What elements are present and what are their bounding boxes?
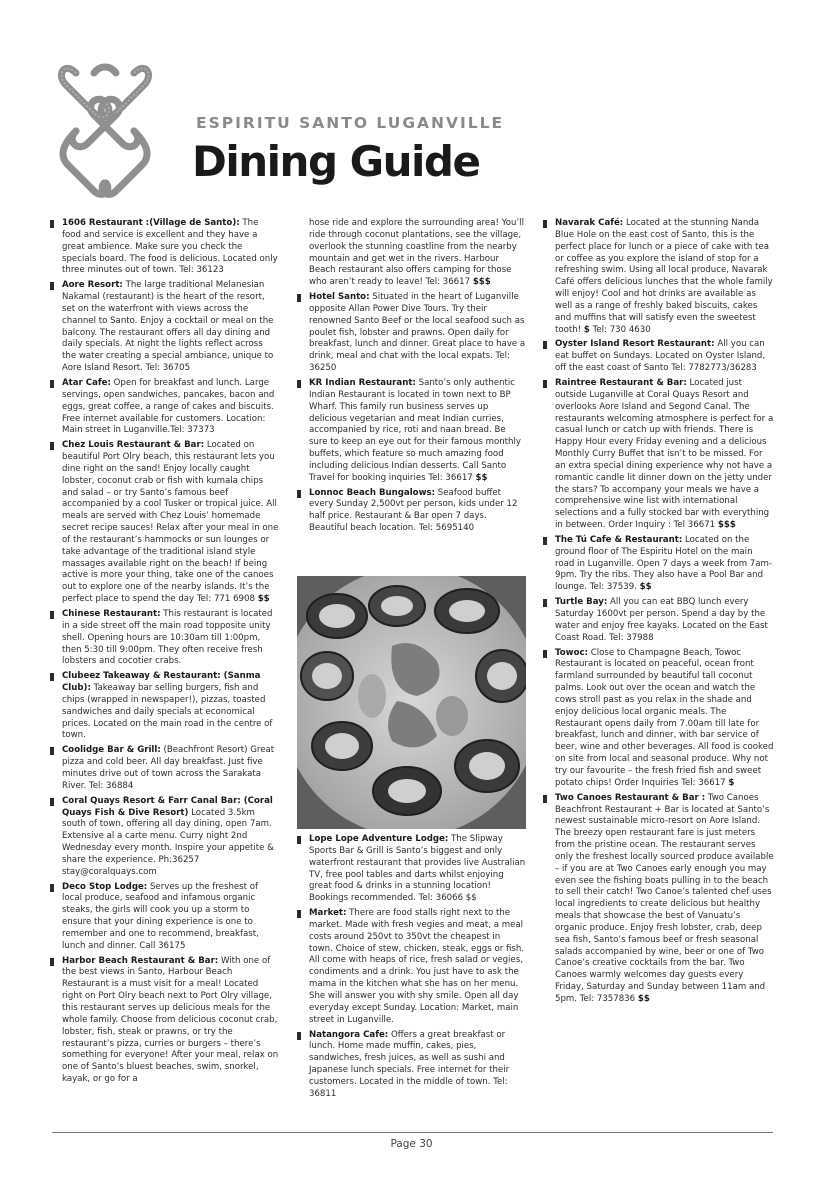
listing-text: Close to Champagne Beach, Towoc Restaurant is located on peaceful, ocean front farmland surrounded by beautiful tall coconut palms. Look out over the ocean and watch the cows stroll past as you relax in the shade and enjoy delicious local organic meals. The Restaurant opens daily from 7.00am till late for breakfast, lunch and dinner, with bar service of beer, wine and other beverages. All food is cooked on site from local and seasonal produce. Why not try our favourite – the fresh fried fish and sweet potato chips! Order Inquiries Tel: 36617 [555, 647, 774, 788]
listing-name: Chez Louis Restaurant & Bar: [62, 440, 205, 451]
listing-text: Two Canoes Beachfront Restaurant + Bar is located at Santo’s newest sustainable micro-resort on Aore Island. The breezy open restaurant fare is just meters from the pristine ocean. The restaurant serves only the freshest locally sourced produce available – if you are at Two Canoes early enough you may even see the fishing boats pulling in to the beach to sell their catch! Two Canoe’s talented chef uses local ingredients to create delicious but healthy meals that showcase the best of Vanuatu’s organic produce. Enjoy fresh lobster, crab, deep sea fish, Santo’s famous beef or fresh seasonal salads accompanied by wine, beer or one of Two Canoe’s creative cocktails from the bar. Two Canoes warmly welcomes day guests every Friday, Saturday and Sunday between 11am and 5pm. Tel: 7357836 [555, 792, 774, 1004]
listing-entry [49, 745, 279, 792]
bullet-icon [50, 747, 54, 755]
listing-text: Located on beautiful Port Olry beach, this restaurant lets you dine right on the sand! Enjoy locally caught lobster, coconut crab or fish with kumala chips and salad – or try Santo’s famous beef accompanied by a cool Tusker or tropical juice. All meals are served with Chez Louis’ homemade secret recipe sauces! Relax after your meal in one of the restaurant’s hammocks or sun lounges or take advantage of the traditional island style massages available right on the beach! If being active is more your thing, take one of the canoes out to explore one of the nearby islands. It’s the perfect place to spend the day Tel: 771 6908 [62, 440, 279, 605]
listing-name: Coolidge Bar & Grill: [62, 745, 161, 756]
price-label: $$ [637, 994, 650, 1004]
listing-phone: Tel: 730 4630 [589, 324, 651, 335]
listing-name: KR Indian Restaurant: [309, 377, 416, 388]
column-2-lower [296, 834, 526, 1104]
listing-text: The food and service is excellent and they have a great ambience. Make sure you check the specials board. The food is delicious. Located only three minutes out of town. Tel: 36123 [62, 218, 278, 276]
listing-entry [49, 796, 279, 879]
bullet-icon [543, 220, 547, 228]
listing-text: Serves up the freshest of local produce, seafood and infamous organic steaks, the girls will cook you up a storm to ensure that your dining experience is one to remember and one to recommend, breakfast, lunch and dinner. Call 36175 [62, 881, 259, 951]
bullet-icon [297, 910, 301, 918]
listing-text: Offers a great breakfast or lunch. Home made muffin, cakes, pies, sandwiches, fresh juices, as well as sushi and Japanese lunch specials. Free internet for their customers. Located in the middle of town. Tel: 36811 [309, 1029, 510, 1099]
listing-entry [49, 378, 279, 437]
listing-text: Located 3.5km south of town, offering all day dining, open 7am. Extensive al a carte menu. Curry night 2nd Wednesday every month. Inspire your appetite & share the experience. Ph:36257 stay@coralquays.com [62, 807, 274, 877]
bullet-icon [50, 611, 54, 619]
listing-name: Chinese Restaurant: [62, 609, 161, 619]
column-3 [542, 218, 774, 1009]
bullet-icon [297, 294, 301, 302]
listing-entry [542, 793, 774, 1006]
bullet-icon [543, 599, 547, 607]
column-1 [49, 218, 279, 1089]
listing-name: Lope Lope Adventure Lodge: [309, 834, 449, 844]
price-label: $$$ [717, 520, 736, 531]
listing-name: The Tú Cafe & Restaurant: [555, 534, 683, 545]
bullet-icon [297, 490, 301, 498]
listing-name: Atar Cafe: [62, 377, 111, 388]
listing-name: Raintree Restaurant & Bar: [555, 377, 687, 388]
listing-text: There are food stalls right next to the market. Made with fresh vegies and meat, a meal costs around 250vt to 350vt the cheapest in town. Choice of stew, chicken, steak, eggs or fish. All come with heaps of rice, fresh salad or vegies, condiments and a drink. You just have to ask the mama in the kitchen what she has on her menu. She will answer you with shy smile. Open all day everyday except Sunday. Location: Market, main street in Luganville. [309, 908, 525, 1025]
price-label: $$ [639, 582, 652, 593]
bullet-icon [543, 380, 547, 388]
listing-name: Hotel Santo: [309, 292, 370, 303]
listing-entry [296, 378, 526, 485]
bullet-icon [50, 798, 54, 806]
bullet-icon [297, 380, 301, 388]
listing-name: Navarak Café: [555, 218, 624, 228]
page-title: Dining Guide [192, 137, 480, 186]
listing-name: Towoc: [555, 647, 588, 658]
listing-name: Turtle Bay: [555, 597, 608, 608]
bullet-icon [50, 282, 54, 290]
listing-text: hose ride and explore the surrounding area! You’ll ride through coconut plantations, see the village, overlook the stunning coastline from the nearby mountain and get wet in the rivers. Harbour Beach restaurant also offers camping for those who aren’t ready to leave! Tel: 36617 [309, 218, 524, 288]
listing-name: Coral Quays Resort & Farr Canal Bar: (Coral Quays Fish & Dive Resort) [62, 795, 273, 818]
listing-entry [296, 834, 526, 905]
bullet-icon [50, 884, 54, 892]
listing-name: Deco Stop Lodge: [62, 881, 148, 892]
listing-entry [49, 671, 279, 742]
listing-text: Located on the ground floor of The Espiritu Hotel on the main road in Luganville. Open 7 days a week from 7am-9pm. Try the ribs. They also have a Pool Bar and lounge. Tel: 37539. [555, 534, 773, 593]
listing-entry [49, 440, 279, 606]
bullet-icon [50, 220, 54, 228]
oysters-platter-photo [297, 576, 526, 829]
listing-name: Natangora Cafe: [309, 1029, 389, 1040]
listing-entry [49, 609, 279, 668]
listing-name: Lonnoc Beach Bungalows: [309, 487, 436, 498]
bullet-icon [50, 958, 54, 966]
listing-text: Situated in the heart of Luganville opposite Allan Power Dive Tours. Try their renowned Santo Beef or the local seafood such as poulet fish, lobster and prawns. Open daily for breakfast, lunch and dinner. Great place to have a drink, meal and chat with the local expats. Tel: 36250 [309, 292, 526, 374]
listing-entry [296, 488, 526, 535]
listing-entry [49, 956, 279, 1086]
listing-entry [49, 280, 279, 375]
listing-text: Takeaway bar selling burgers, fish and chips (wrapped in newspaper!), pizzas, toasted sandwiches and daily specials at economical prices. Located on the main road in the centre of town. [62, 683, 273, 741]
bullet-icon [297, 1032, 301, 1040]
listing-text: Located at the stunning Nanda Blue Hole on the east cost of Santo, this is the perfect place for lunch or a piece of cake with tea or coffee as you explore the island of stop for a refreshing swim. Using all local produce, Navarak Café offers delicious lunches that the whole family will enjoy! Cool and hot drinks are available as well as a range of freshly baked biscuits, cakes and muffins that will satisfy even the sweetest tooth! [555, 218, 773, 335]
listing-text: All you can eat BBQ lunch every Saturday 1600vt per person. Spend a day by the water and enjoy free kayaks. Located on the East Coast Road. Tel: 37988 [555, 597, 768, 643]
price-label: $$ [257, 594, 270, 605]
bullet-icon [543, 795, 547, 803]
bullet-icon [543, 537, 547, 545]
listing-entry [542, 378, 774, 532]
listing-text: Seafood buffet every Sunday 2,500vt per person, kids under 12 half price. Restaurant & Bar open 7 days. Beautiful beach location. Tel: 5695140 [309, 487, 518, 534]
bullet-icon [543, 341, 547, 349]
price-label: $ [583, 324, 590, 335]
bullet-icon [297, 836, 301, 844]
price-label: $ [728, 777, 735, 788]
listing-text: (Beachfront Resort) Great pizza and cold beer. All day breakfast. Just five minutes drive out of town across the Sarakata River. Tel: 36884 [62, 745, 275, 791]
bullet-icon [50, 380, 54, 388]
listing-name: Market: [309, 908, 347, 919]
knot-motif-icon [54, 55, 160, 207]
column-2 [296, 218, 526, 538]
listing-text: This restaurant is located in a side street off the main road topposite unity shell. Opening hours are 10:30am till 1:00pm, then 5:30 till 9:00pm. They often receive fresh lobsters and cocotier crabs. [62, 609, 273, 667]
listing-entry [49, 882, 279, 953]
listing-entry [296, 908, 526, 1026]
listing-name: Harbor Beach Restaurant & Bar: [62, 955, 219, 966]
listing-name: Two Canoes Restaurant & Bar : [555, 792, 706, 803]
listing-text: The Slipway Sports Bar & Grill is Santo’s biggest and only waterfront restaurant that provides live Australian TV, free pool tables and darts whilst enjoying great food & drinks in a stunning location! Bookings recommended. Tel: 36066 $$ [309, 834, 526, 904]
price-label: $$ [475, 472, 488, 483]
listing-entry [49, 218, 279, 277]
price-label: $$$ [472, 277, 491, 288]
footer-divider [52, 1132, 773, 1133]
bullet-icon [50, 673, 54, 681]
listing-text: Santo’s only authentic Indian Restaurant is located in town next to BP Wharf. This family run business serves up delicious vegetarian and meat Indian curries, accompanied by rice, roti and naan bread. Be sure to keep an eye out for their famous monthly buffets, which feature so much amazing food including delicious Indian desserts. Call Santo Travel for booking inquiries Tel: 36617 [309, 377, 521, 483]
listing-text: With one of the best views in Santo, Harbour Beach Restaurant is a must visit for a meal! Located right on Port Olry beach next to Port Olry village, this restaurant serves up delicious meals for the whole family. Choose from delicious coconut crab, lobster, fish, steak or prawns, or try the restaurant’s pizza, curries or burgers – there’s something for everyone! After your meal, relax on one of Santo’s bluest beaches, swim, snorkel, kayak, or go for a [62, 955, 279, 1085]
listing-text: The large traditional Melanesian Nakamal (restaurant) is the heart of the resort, set on the waterfront with views across the channel to Santo. Enjoy a cocktail or meal on the balcony. The restaurant offers all day dining and daily specials. At night the lights reflect across the water creating a special ambiance, unique to Aore Island Resort. Tel: 36705 [62, 280, 274, 374]
bullet-icon [543, 650, 547, 658]
listing-entry [296, 1030, 526, 1101]
listing-text: All you can eat buffet on Sundays. Located on Oyster Island, off the east coast of Santo Tel: 7782773/36283 [555, 339, 766, 374]
listing-name: 1606 Restaurant :(Village de Santo): [62, 218, 240, 228]
listing-name: Aore Resort: [62, 280, 123, 291]
page-number: Page 30 [390, 1138, 433, 1150]
listing-entry [296, 292, 526, 375]
supertitle: ESPIRITU SANTO LUGANVILLE [196, 114, 505, 132]
listing-name: Oyster Island Resort Restaurant: [555, 339, 715, 350]
listing-entry [542, 218, 774, 336]
listing-entry [542, 535, 774, 594]
listing-name: Clubeez Takeaway & Restaurant: (Sanma Club): [62, 671, 261, 694]
listing-text: Open for breakfast and lunch. Large servings, open sandwiches, pancakes, bacon and eggs, great coffee, a range of cakes and biscuits. Free internet available for customers. Location: Main street in Luganville.Tel: 37373 [62, 377, 275, 436]
listing-entry [542, 597, 774, 644]
listing-entry [542, 648, 774, 790]
listing-text: Located just outside Luganville at Coral Quays Resort and overlooks Aore Island and Segond Canal. The restaurants welcoming atmosphere is perfect for a casual lunch or catch up with friends. There is Happy Hour every Friday evening and a delicious Monthly Curry Buffet that isn’t to be missed. For an extra special dining experience why not have a romantic candle lit dinner down on the jetty under the stars? To accompany your meals we have a comprehensive wine list with international selections and a fully stocked bar with everything in between. Order Inquiry : Tel 36671 [555, 377, 774, 531]
listing-entry [542, 339, 774, 375]
listing-continuation [296, 218, 526, 289]
bullet-icon [50, 442, 54, 450]
